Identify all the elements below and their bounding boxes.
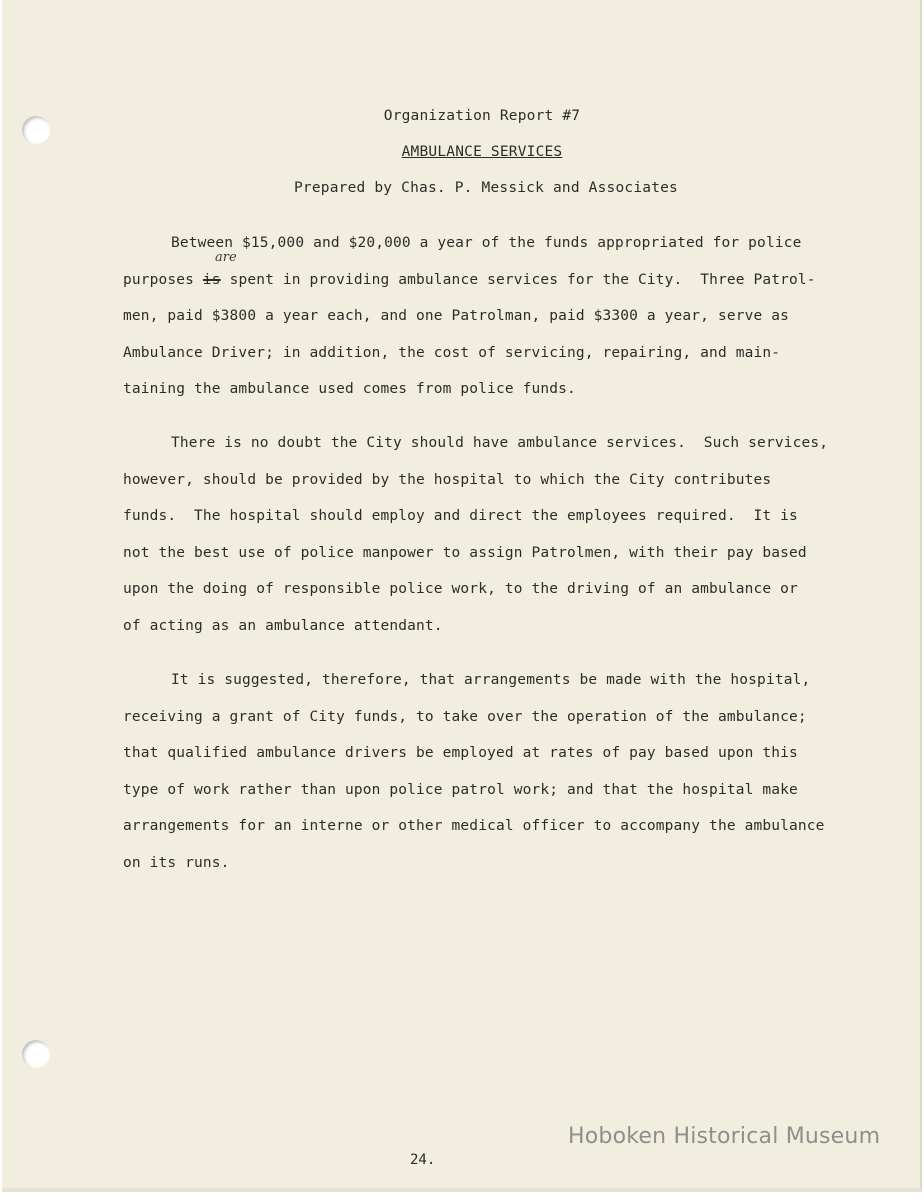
paragraph-line: men, paid $3800 a year each, and one Patrolman, paid $3300 a year, serve as (123, 308, 789, 324)
paragraph-line: upon the doing of responsible police work, to the driving of an ambulance or (123, 581, 798, 597)
paragraph-line: receiving a grant of City funds, to take over the operation of the ambulance; (123, 708, 807, 725)
paragraph-line: There is no doubt the City should have ambulance services. Such services, (171, 435, 829, 451)
section-title (22, 144, 922, 160)
museum-watermark: Hoboken Historical Museum (568, 1124, 881, 1149)
punch-hole-bottom (22, 1040, 50, 1068)
struck-word: is (202, 271, 221, 288)
report-title: Organization Report #7 (383, 108, 581, 124)
handwritten-correction: are (215, 250, 237, 265)
paragraph-line: of acting as an ambulance attendant. (123, 617, 443, 634)
paragraph-line: arrangements for an interne or other medical officer to accompany the ambulance (123, 818, 825, 834)
paragraph-line: taining the ambulance used comes from police funds. (123, 381, 576, 397)
line-segment: spent in providing ambulance services for the City. Three Patrol- (220, 271, 816, 288)
paragraph-line: funds. The hospital should employ and direct the employees required. It is (123, 508, 798, 524)
section-title-text: AMBULANCE SERVICES (401, 144, 563, 160)
paragraph-2 (123, 425, 843, 644)
paragraph-line (123, 262, 843, 299)
paragraph-line: that qualified ambulance drivers be employed at rates of pay based upon this (123, 745, 798, 761)
paragraph-line: type of work rather than upon police patrol work; and that the hospital make (123, 781, 798, 798)
paragraph-1 (123, 225, 843, 408)
page-number: 24. (410, 1152, 436, 1168)
document-page (2, 0, 922, 1192)
paragraph-line: It is suggested, therefore, that arrangements be made with the hospital, (171, 672, 811, 688)
paragraph-line: however, should be provided by the hospital to which the City contributes (123, 471, 772, 488)
prepared-by-line: Prepared by Chas. P. Messick and Associates (294, 180, 678, 196)
paragraph-line: Ambulance Driver; in addition, the cost of servicing, repairing, and main- (123, 344, 781, 361)
line-segment: purposes (123, 271, 203, 288)
paragraph-line: Between $15,000 and $20,000 a year of the funds appropriated for police (171, 235, 802, 251)
paragraph-line: not the best use of police manpower to assign Patrolmen, with their pay based (123, 544, 807, 561)
paragraph-3 (123, 662, 843, 881)
paragraph-line: on its runs. (123, 854, 230, 871)
